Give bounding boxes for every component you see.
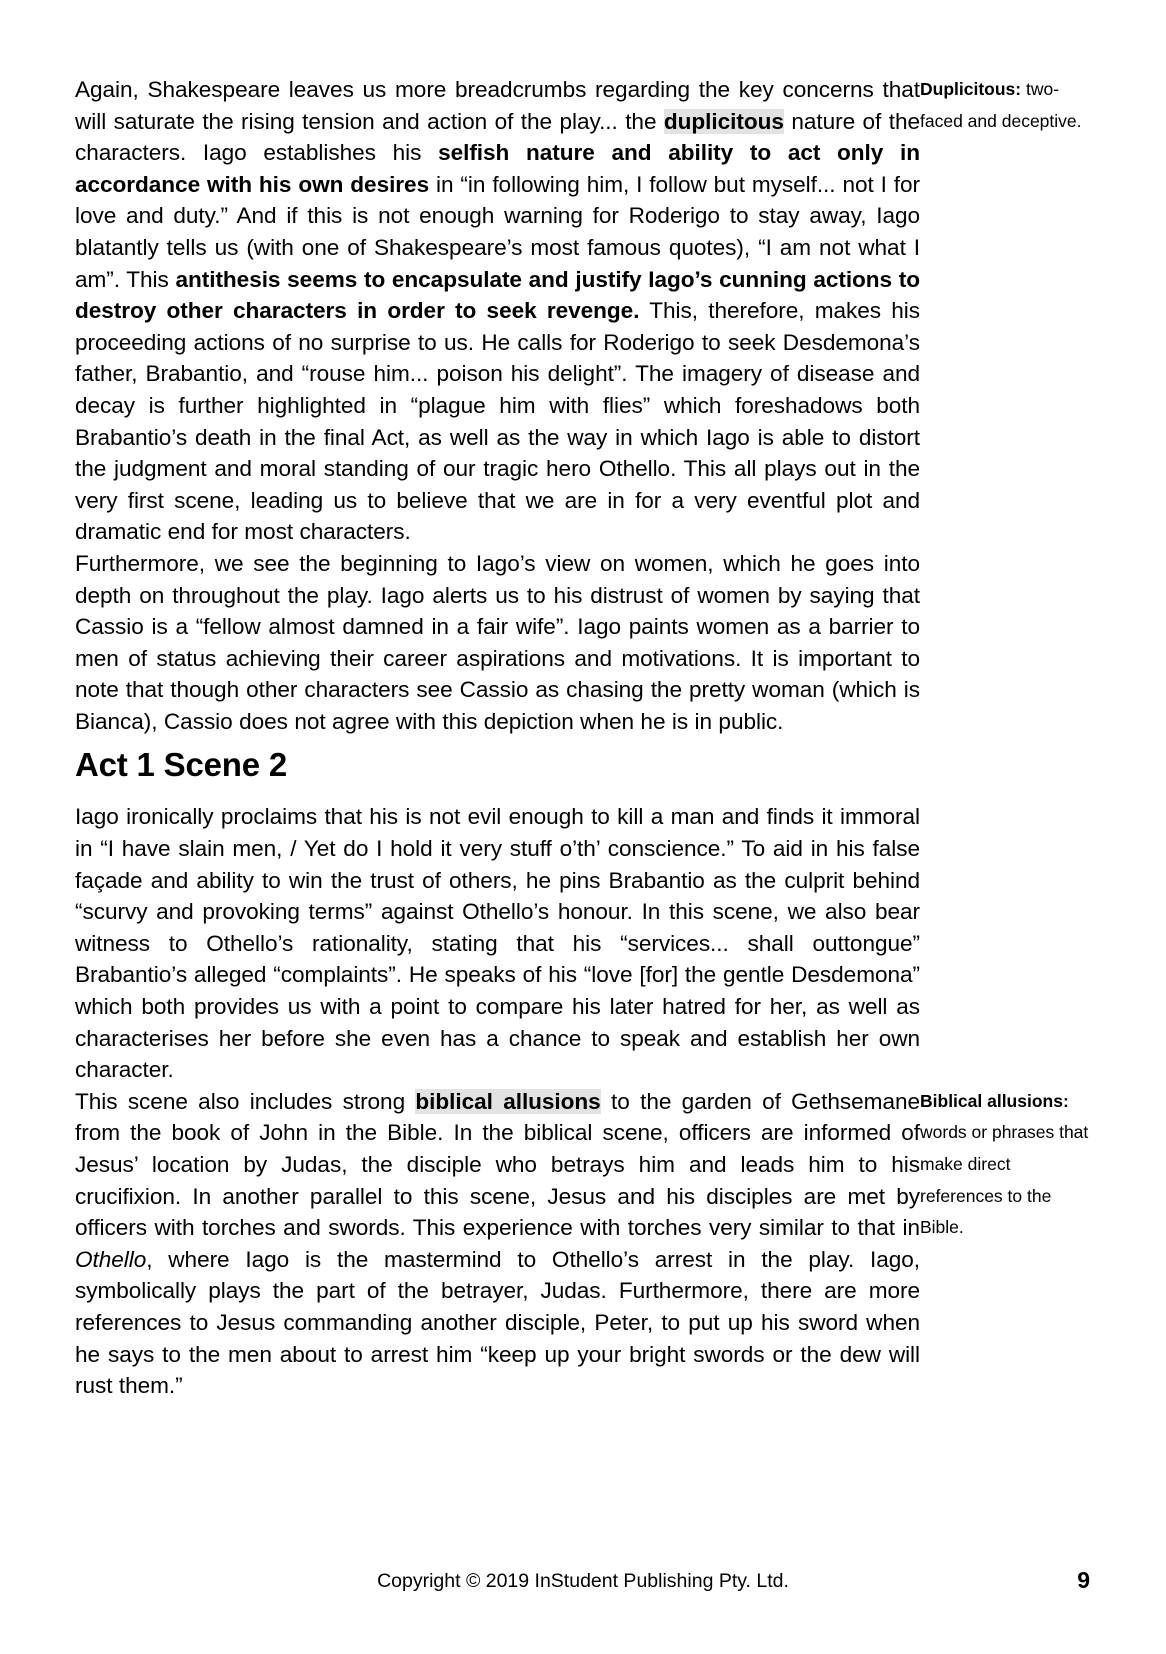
heading-column bbox=[75, 737, 920, 801]
paragraph-1 bbox=[75, 74, 920, 548]
paragraph-1-text-part-2: nature of the characters. Iago establishes his bbox=[75, 108, 921, 166]
paragraph-4-italic-othello: Othello bbox=[75, 1246, 147, 1272]
heading-row bbox=[75, 737, 1090, 801]
margin-note-1-definition: two-faced and deceptive. bbox=[920, 79, 1082, 131]
page-footer bbox=[0, 1568, 1166, 1598]
paragraph-1-bold-2: antithesis seems to encapsulate and justify Iago’s cunning actions to destroy other characters in order to seek revenge. bbox=[75, 266, 921, 324]
margin-note-1 bbox=[920, 74, 1090, 137]
paragraph-2-row bbox=[75, 548, 1090, 738]
paragraph-1-row bbox=[75, 74, 1090, 548]
paragraph-4-text-part-3: , where Iago is the mastermind to Othello’s arrest in the play. Iago, symbolically plays the part of the betrayer, Judas. Furthermore, there are more references to Jesus commanding another disciple, Peter, to put up his sword when he says to the men about to arrest him “keep up your bright swords or the dew will rust them.” bbox=[75, 1246, 920, 1399]
highlight-duplicitous: duplicitous bbox=[663, 108, 784, 134]
paragraph-1-text-part-1: Again, Shakespeare leaves us more breadcrumbs regarding the key concerns that will saturate the rising tension and action of the play... the bbox=[75, 77, 920, 134]
copyright-text: Copyright © 2019 InStudent Publishing Pty. Ltd. bbox=[377, 1570, 789, 1592]
paragraph-4-text-part-2: to the garden of Gethsemane from the book of John in the Bible. In the biblical scene, officers are informed of Jesus’ location by Judas, the disciple who betrays him and leads him to his crucifixion. In another parallel to this scene, Jesus and his disciples are met by officers with torches and swords. This experience with torches very similar to that in bbox=[75, 1088, 920, 1241]
paragraph-1-text-part-4: This, therefore, makes his proceeding actions of no surprise to us. He calls for Roderigo to seek Desdemona’s father, Brabantio, and “rouse him... poison his delight”. The imagery of disease and decay is further highlighted in “plague him with flies” which foreshadows both Brabantio’s death in the final Act, as well as the way in which Iago is able to distort the judgment and moral standing of our tragic hero Othello. This all plays out in the very first scene, leading us to believe that we are in for a very eventful plot and dramatic end for most characters. bbox=[75, 298, 920, 545]
page-content bbox=[75, 74, 1090, 1402]
paragraph-1-column bbox=[75, 74, 920, 548]
margin-note-2 bbox=[920, 1086, 1090, 1244]
paragraph-2: Furthermore, we see the beginning to Iago’s view on women, which he goes into depth on throughout the play. Iago alerts us to his distrust of women by saying that Cassio is a “fellow almost damned in a fair wife”. Iago paints women as a barrier to men of status achieving their career aspirations and motivations. It is important to note that though other characters see Cassio as chasing the pretty woman (which is Bianca), Cassio does not agree with this depiction when he is in public. bbox=[75, 550, 920, 734]
paragraph-3-column bbox=[75, 801, 920, 1085]
margin-note-2-term: Biblical allusions: bbox=[920, 1090, 1069, 1111]
page-title-act1scene2: Act 1 Scene 2 bbox=[75, 746, 288, 784]
paragraph-4-row bbox=[75, 1086, 1090, 1402]
highlight-biblical-allusions: biblical allusions bbox=[415, 1088, 601, 1114]
paragraph-3-row bbox=[75, 801, 1090, 1085]
paragraph-3: Iago ironically proclaims that his is not evil enough to kill a man and finds it immoral in “I have slain men, / Yet do I hold it very stuff o’th’ conscience.” To aid in his false façade and ability to win the trust of others, he pins Brabantio as the culprit behind “scurvy and provoking terms” against Othello’s honour. In this scene, we also bear witness to Othello’s rationality, stating that his “services... shall outtongue” Brabantio’s alleged “complaints”. He speaks of his “love [for] the gentle Desdemona” which both provides us with a point to compare his later hatred for her, as well as characterises her before she even has a chance to speak and establish her own character. bbox=[75, 804, 920, 1083]
margin-note-2-definition: words or phrases that make direct references to the Bible. bbox=[920, 1122, 1089, 1238]
paragraph-4-column bbox=[75, 1086, 920, 1402]
margin-note-duplicitous bbox=[920, 74, 1090, 137]
page-number: 9 bbox=[1077, 1567, 1090, 1593]
paragraph-4 bbox=[75, 1086, 920, 1402]
paragraph-2-column bbox=[75, 548, 920, 738]
margin-note-biblical-allusions bbox=[920, 1086, 1090, 1244]
paragraph-4-text-part-1: This scene also includes strong bbox=[75, 1088, 416, 1114]
margin-note-1-term: Duplicitous: bbox=[920, 79, 1022, 99]
paragraph-1-bold-1: selfish nature and ability to act only in accordance with his own desires bbox=[75, 140, 920, 197]
paragraph-1-text-part-3: in “in following him, I follow but myself... not I for love and duty.” And if this is not enough warning for Roderigo to stay away, Iago blatantly tells us (with one of Shakespeare’s most famous quotes), “I am not what I am”. This bbox=[75, 171, 920, 292]
